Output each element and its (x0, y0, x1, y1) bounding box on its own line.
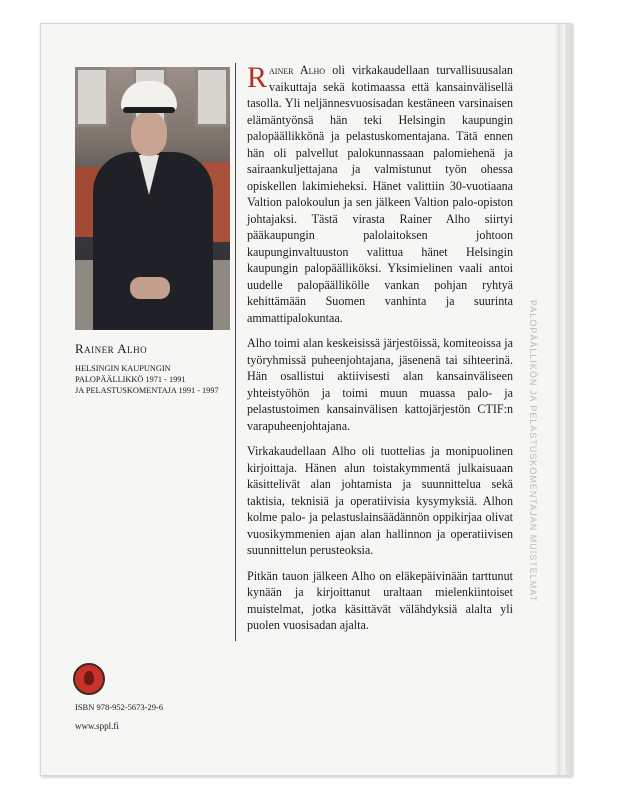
lead-name: ainer Alho (269, 63, 326, 77)
isbn-number: ISBN 978-952-5673-29-6 (75, 702, 164, 712)
paragraph-3: Virkakaudellaan Alho oli tuottelias ja monipuolinen kirjoittaja. Hänen alun toistakymmentä julkaisuaan käsittelivät alan johtamista ja suunnittelua sekä taktisia, teknisiä ja operatiivisia kysymyksiä. Alhon kolme palo- ja pelastuslainsäädännön oppikirjaa olivat vuosikymmenien ajan alan hallinnon ja operatiivisen suunnittelun perusteoksia. (247, 444, 513, 557)
caption-line-2: PALOPÄÄLLIKKÖ 1971 - 1991 (75, 375, 186, 384)
drop-cap: R (247, 61, 268, 94)
paragraph-1-text: oli virkakaudellaan turvallisuusalan vaikuttaja sekä kotimaassa että kansainvälisellä tasolla. Yli neljännesvuosisadan kestäneen varsinaisen elämäntyönsä hän teki Helsingin kaupungin palopäällikkönä ja pelastuskomentajana. Tätä ennen hän oli palvellut palokunnassaan palomiehenä ja sairaankuljettajana ja valmistunut työn ohessa opiskellen lakimieheksi. Hänet valittiin 30-vuotiaana Valtion palokoulun ja sen jälkeen Valtion palo-opiston johtajaksi. Tästä virasta Rainer Alho siirtyi pääkaupungin palolaitoksen johtoon kaupunginvaltuuston valittua hänet Helsingin kaupungin palopäälliköksi. Yksimielinen vaali antoi uudelle palopäällikölle vankan pohjan ryhtyä kehittämään Suomen vanhinta ja suurinta ammattipalokuntaa. (247, 63, 513, 325)
paragraph-2: Alho toimi alan keskeisissä järjestöissä, komiteoissa ja työryhmissä puheenjohtajana, jäsenenä tai sihteerinä. Hän osallistui aktiivisesti alan kansainväliseen yhteistyöhön ja toimi muun muassa palo- ja pelastustoimen kansainvälisen kattojärjestön CTIF:n varapuheenjohtajana. (247, 336, 513, 433)
photo-caption (75, 341, 240, 396)
spine-edge (565, 24, 572, 775)
publisher-url: www.sppl.fi (75, 721, 119, 731)
caption-line-1: HELSINGIN KAUPUNGIN (75, 364, 171, 373)
spine-hinge (555, 24, 565, 775)
blurb-text (247, 62, 513, 643)
author-name: Rainer Alho (75, 341, 148, 356)
paragraph-4: Pitkän tauon jälkeen Alho on eläkepäivinään tarttunut kynään ja kirjoittanut uraltaan mielenkiintoiset muistelmat, jotka käsittävät välähdyksiä alalta yli puolen vuosisadan ajalta. (247, 568, 513, 632)
caption-line-3: JA PELASTUSKOMENTAJA 1991 - 1997 (75, 386, 219, 395)
paragraph-1 (247, 62, 513, 326)
spine-title: PALOPÄÄLLIKÖN JA PELASTUSKOMENTAJAN MUISTELMAT (528, 300, 538, 603)
column-divider (235, 63, 236, 641)
author-photo (75, 67, 230, 330)
publisher-logo-icon (73, 663, 105, 695)
